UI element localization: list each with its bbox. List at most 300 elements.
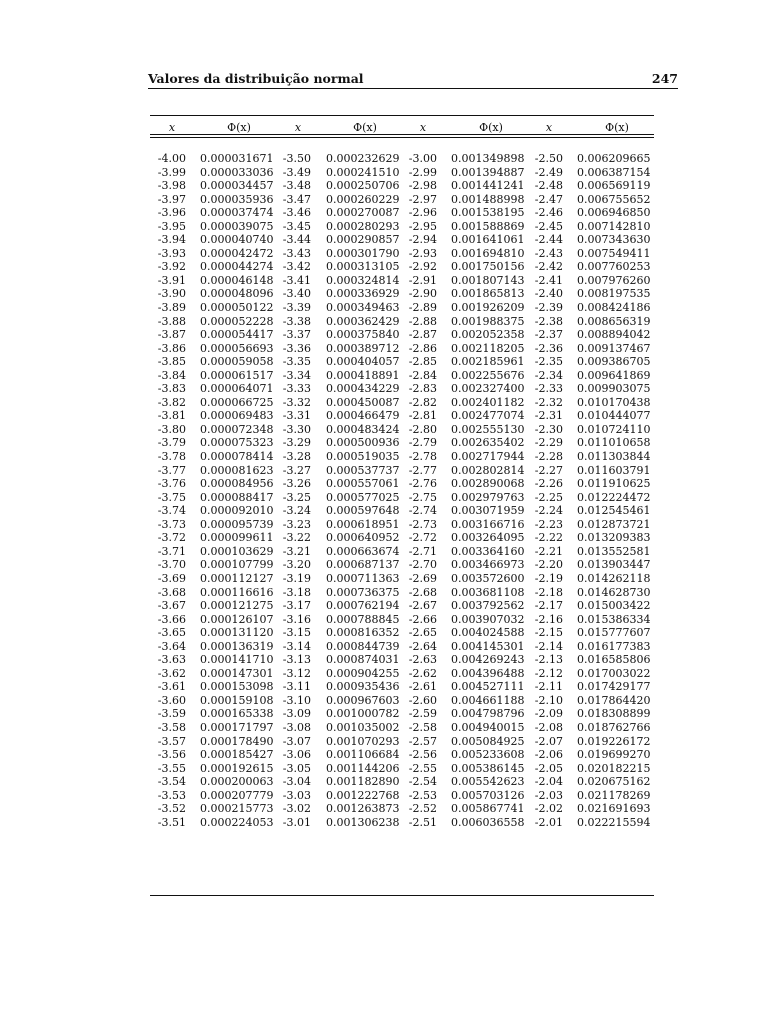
x-value: -3.42 (282, 260, 311, 274)
x-value: -3.11 (282, 680, 311, 694)
phi-value: 0.001488998 (451, 192, 525, 206)
phi-value: 0.004527111 (451, 680, 525, 694)
phi-value: 0.007142810 (577, 219, 651, 233)
phi-value: 0.006946850 (577, 206, 651, 220)
x-value: -3.95 (157, 219, 186, 233)
phi-value: 0.000711363 (326, 571, 400, 585)
phi-value: 0.004940015 (451, 720, 525, 734)
table-row (150, 206, 654, 220)
phi-value: 0.000967603 (326, 693, 400, 707)
phi-value: 0.004024588 (451, 626, 525, 640)
x-value: -2.41 (534, 273, 563, 287)
phi-value: 0.006209665 (577, 152, 651, 165)
x-value: -2.33 (534, 382, 563, 396)
phi-value: 0.000519035 (326, 450, 400, 464)
x-value: -2.57 (408, 734, 437, 748)
phi-value: 0.000362429 (326, 314, 400, 328)
column-header-x: x (168, 121, 176, 134)
phi-value: 0.003792562 (451, 599, 525, 613)
phi-value: 0.001306238 (326, 815, 400, 829)
table-row (150, 423, 654, 437)
phi-value: 0.000033036 (200, 165, 274, 179)
phi-value: 0.001441241 (451, 179, 525, 193)
x-value: -2.19 (534, 571, 563, 585)
x-value: -2.90 (408, 287, 437, 301)
x-value: -2.15 (534, 626, 563, 640)
x-value: -3.63 (157, 653, 186, 667)
phi-value: 0.000207779 (200, 788, 274, 802)
table-row (150, 816, 654, 830)
table-row (150, 707, 654, 721)
phi-value: 0.000078414 (200, 450, 274, 464)
table-row (150, 409, 654, 423)
x-value: -3.93 (157, 246, 186, 260)
table-row (150, 315, 654, 329)
phi-value: 0.000116616 (200, 585, 274, 599)
x-value: -2.72 (408, 531, 437, 545)
x-value: -2.59 (408, 707, 437, 721)
x-value: -3.97 (157, 192, 186, 206)
phi-value: 0.000844739 (326, 639, 400, 653)
table-row (150, 179, 654, 193)
table-row (150, 518, 654, 532)
phi-value: 0.000336929 (326, 287, 400, 301)
column-header-phi: Φ(x) (479, 121, 503, 134)
table-row (150, 626, 654, 640)
phi-value: 0.000663674 (326, 544, 400, 558)
table-row (150, 680, 654, 694)
phi-value: 0.000031671 (200, 152, 274, 165)
x-value: -2.39 (534, 301, 563, 315)
phi-value: 0.020182215 (577, 761, 651, 775)
x-value: -3.31 (282, 409, 311, 423)
x-value: -2.70 (408, 558, 437, 572)
x-value: -2.74 (408, 504, 437, 518)
phi-value: 0.013209383 (577, 531, 651, 545)
x-value: -3.64 (157, 639, 186, 653)
x-value: -2.88 (408, 314, 437, 328)
x-value: -2.87 (408, 328, 437, 342)
x-value: -3.58 (157, 720, 186, 734)
phi-value: 0.000081623 (200, 463, 274, 477)
x-value: -3.61 (157, 680, 186, 694)
table-bottom-rule (150, 895, 654, 896)
x-value: -2.16 (534, 612, 563, 626)
phi-value: 0.001926209 (451, 301, 525, 315)
phi-value: 0.015777607 (577, 626, 651, 640)
x-value: -2.98 (408, 179, 437, 193)
table-row (150, 152, 654, 166)
x-value: -3.38 (282, 314, 311, 328)
table-row (150, 464, 654, 478)
phi-value: 0.004798796 (451, 707, 525, 721)
x-value: -2.93 (408, 246, 437, 260)
table-row (150, 450, 654, 464)
x-value: -2.22 (534, 531, 563, 545)
table-row (150, 558, 654, 572)
phi-value: 0.000389712 (326, 341, 400, 355)
x-value: -3.08 (282, 720, 311, 734)
page-title: Valores da distribuição normal (148, 71, 364, 86)
page-number: 247 (651, 71, 678, 86)
phi-value: 0.001035002 (326, 720, 400, 734)
x-value: -3.50 (282, 152, 311, 165)
table-row (150, 653, 654, 667)
x-value: -2.82 (408, 395, 437, 409)
header-rule (148, 88, 678, 89)
x-value: -2.46 (534, 206, 563, 220)
phi-value: 0.000052228 (200, 314, 274, 328)
x-value: -3.88 (157, 314, 186, 328)
column-header-phi: Φ(x) (227, 121, 251, 134)
x-value: -3.17 (282, 599, 311, 613)
x-value: -3.66 (157, 612, 186, 626)
phi-value: 0.018308899 (577, 707, 651, 721)
phi-value: 0.000483424 (326, 422, 400, 436)
phi-value: 0.000250706 (326, 179, 400, 193)
x-value: -3.40 (282, 287, 311, 301)
phi-value: 0.000064071 (200, 382, 274, 396)
phi-value: 0.000131120 (200, 626, 274, 640)
x-value: -3.46 (282, 206, 311, 220)
x-value: -3.02 (282, 802, 311, 816)
phi-value: 0.000066725 (200, 395, 274, 409)
phi-value: 0.000121275 (200, 599, 274, 613)
phi-value: 0.006755652 (577, 192, 651, 206)
x-value: -2.95 (408, 219, 437, 233)
x-value: -3.24 (282, 504, 311, 518)
x-value: -2.47 (534, 192, 563, 206)
table-row (150, 572, 654, 586)
x-value: -2.67 (408, 599, 437, 613)
phi-value: 0.000597648 (326, 504, 400, 518)
table-row (150, 477, 654, 491)
phi-value: 0.000290857 (326, 233, 400, 247)
phi-value: 0.012873721 (577, 517, 651, 531)
x-value: -2.84 (408, 368, 437, 382)
x-value: -2.02 (534, 802, 563, 816)
phi-value: 0.000816352 (326, 626, 400, 640)
phi-value: 0.017429177 (577, 680, 651, 694)
phi-value: 0.000040740 (200, 233, 274, 247)
phi-value: 0.009137467 (577, 341, 651, 355)
phi-value: 0.000466479 (326, 409, 400, 423)
phi-value: 0.021691693 (577, 802, 651, 816)
x-value: -2.94 (408, 233, 437, 247)
phi-value: 0.001394887 (451, 165, 525, 179)
x-value: -2.34 (534, 368, 563, 382)
x-value: -3.75 (157, 490, 186, 504)
x-value: -2.06 (534, 748, 563, 762)
x-value: -2.27 (534, 463, 563, 477)
table-row (150, 775, 654, 789)
x-value: -3.23 (282, 517, 311, 531)
phi-value: 0.002979763 (451, 490, 525, 504)
normal-distribution-table (150, 152, 654, 829)
x-value: -3.91 (157, 273, 186, 287)
column-header-x: x (545, 121, 553, 134)
header-double-rule-lower (150, 137, 654, 138)
phi-value: 0.016177383 (577, 639, 651, 653)
x-value: -3.98 (157, 179, 186, 193)
phi-value: 0.000056693 (200, 341, 274, 355)
x-value: -3.62 (157, 666, 186, 680)
x-value: -3.87 (157, 328, 186, 342)
phi-value: 0.002717944 (451, 450, 525, 464)
x-value: -2.89 (408, 301, 437, 315)
phi-value: 0.000904255 (326, 666, 400, 680)
x-value: -3.89 (157, 301, 186, 315)
table-row (150, 193, 654, 207)
x-value: -3.60 (157, 693, 186, 707)
phi-value: 0.002052358 (451, 328, 525, 342)
phi-value: 0.000147301 (200, 666, 274, 680)
phi-value: 0.009386705 (577, 355, 651, 369)
x-value: -2.35 (534, 355, 563, 369)
phi-value: 0.001865813 (451, 287, 525, 301)
phi-value: 0.000069483 (200, 409, 274, 423)
phi-value: 0.000050122 (200, 301, 274, 315)
phi-value: 0.001349898 (451, 152, 525, 165)
phi-value: 0.000159108 (200, 693, 274, 707)
x-value: -3.16 (282, 612, 311, 626)
x-value: -3.47 (282, 192, 311, 206)
x-value: -2.60 (408, 693, 437, 707)
phi-value: 0.000046148 (200, 273, 274, 287)
x-value: -2.54 (408, 775, 437, 789)
x-value: -2.26 (534, 477, 563, 491)
phi-value: 0.000048096 (200, 287, 274, 301)
phi-value: 0.011910625 (577, 477, 651, 491)
column-header-x: x (294, 121, 302, 134)
x-value: -2.20 (534, 558, 563, 572)
phi-value: 0.002255676 (451, 368, 525, 382)
x-value: -2.62 (408, 666, 437, 680)
phi-value: 0.001106684 (326, 748, 400, 762)
x-value: -2.10 (534, 693, 563, 707)
x-value: -3.09 (282, 707, 311, 721)
x-value: -3.76 (157, 477, 186, 491)
phi-value: 0.018762766 (577, 720, 651, 734)
x-value: -3.20 (282, 558, 311, 572)
x-value: -3.18 (282, 585, 311, 599)
phi-value: 0.000107799 (200, 558, 274, 572)
x-value: -3.51 (157, 815, 186, 829)
phi-value: 0.000640952 (326, 531, 400, 545)
phi-value: 0.000034457 (200, 179, 274, 193)
phi-value: 0.001182890 (326, 775, 400, 789)
phi-value: 0.007976260 (577, 273, 651, 287)
phi-value: 0.014262118 (577, 571, 651, 585)
phi-value: 0.010170438 (577, 395, 651, 409)
x-value: -2.40 (534, 287, 563, 301)
phi-value: 0.000434229 (326, 382, 400, 396)
table-row (150, 247, 654, 261)
x-value: -3.21 (282, 544, 311, 558)
phi-value: 0.000141710 (200, 653, 274, 667)
x-value: -2.44 (534, 233, 563, 247)
phi-value: 0.000500936 (326, 436, 400, 450)
phi-value: 0.003166716 (451, 517, 525, 531)
x-value: -3.28 (282, 450, 311, 464)
phi-value: 0.011010658 (577, 436, 651, 450)
phi-value: 0.000185427 (200, 748, 274, 762)
phi-value: 0.000224053 (200, 815, 274, 829)
table-row (150, 369, 654, 383)
phi-value: 0.000075323 (200, 436, 274, 450)
phi-value: 0.000324814 (326, 273, 400, 287)
phi-value: 0.001070293 (326, 734, 400, 748)
phi-value: 0.006387154 (577, 165, 651, 179)
phi-value: 0.010444077 (577, 409, 651, 423)
x-value: -2.56 (408, 748, 437, 762)
x-value: -2.96 (408, 206, 437, 220)
x-value: -2.71 (408, 544, 437, 558)
x-value: -3.48 (282, 179, 311, 193)
x-value: -3.00 (408, 152, 437, 165)
x-value: -2.55 (408, 761, 437, 775)
column-header-x: x (419, 121, 427, 134)
phi-value: 0.000072348 (200, 422, 274, 436)
phi-value: 0.007343630 (577, 233, 651, 247)
x-value: -4.00 (157, 152, 186, 165)
phi-value: 0.000241510 (326, 165, 400, 179)
x-value: -2.68 (408, 585, 437, 599)
x-value: -2.29 (534, 436, 563, 450)
x-value: -3.27 (282, 463, 311, 477)
x-value: -3.10 (282, 693, 311, 707)
x-value: -3.12 (282, 666, 311, 680)
x-value: -3.68 (157, 585, 186, 599)
x-value: -2.91 (408, 273, 437, 287)
x-value: -3.30 (282, 422, 311, 436)
x-value: -2.63 (408, 653, 437, 667)
x-value: -3.33 (282, 382, 311, 396)
x-value: -3.80 (157, 422, 186, 436)
x-value: -2.28 (534, 450, 563, 464)
phi-value: 0.001641061 (451, 233, 525, 247)
x-value: -2.53 (408, 788, 437, 802)
phi-value: 0.003466973 (451, 558, 525, 572)
table-row (150, 802, 654, 816)
phi-value: 0.001807143 (451, 273, 525, 287)
x-value: -3.04 (282, 775, 311, 789)
phi-value: 0.000260229 (326, 192, 400, 206)
phi-value: 0.001144206 (326, 761, 400, 775)
x-value: -2.09 (534, 707, 563, 721)
x-value: -2.97 (408, 192, 437, 206)
x-value: -3.83 (157, 382, 186, 396)
phi-value: 0.000450087 (326, 395, 400, 409)
x-value: -3.82 (157, 395, 186, 409)
table-row (150, 762, 654, 776)
x-value: -2.76 (408, 477, 437, 491)
x-value: -2.79 (408, 436, 437, 450)
phi-value: 0.000537737 (326, 463, 400, 477)
phi-value: 0.001750156 (451, 260, 525, 274)
phi-value: 0.000112127 (200, 571, 274, 585)
x-value: -3.65 (157, 626, 186, 640)
x-value: -2.17 (534, 599, 563, 613)
phi-value: 0.011603791 (577, 463, 651, 477)
phi-value: 0.000092010 (200, 504, 274, 518)
x-value: -3.15 (282, 626, 311, 640)
phi-value: 0.006036558 (451, 815, 525, 829)
x-value: -2.42 (534, 260, 563, 274)
phi-value: 0.022215594 (577, 815, 651, 829)
phi-value: 0.000171797 (200, 720, 274, 734)
x-value: -3.19 (282, 571, 311, 585)
x-value: -2.80 (408, 422, 437, 436)
phi-value: 0.000054417 (200, 328, 274, 342)
x-value: -3.41 (282, 273, 311, 287)
x-value: -3.73 (157, 517, 186, 531)
phi-value: 0.005233608 (451, 748, 525, 762)
phi-value: 0.004396488 (451, 666, 525, 680)
phi-value: 0.000874031 (326, 653, 400, 667)
x-value: -3.94 (157, 233, 186, 247)
phi-value: 0.003264095 (451, 531, 525, 545)
x-value: -3.01 (282, 815, 311, 829)
phi-value: 0.008894042 (577, 328, 651, 342)
phi-value: 0.002890068 (451, 477, 525, 491)
x-value: -3.45 (282, 219, 311, 233)
x-value: -2.86 (408, 341, 437, 355)
phi-value: 0.017003022 (577, 666, 651, 680)
phi-value: 0.021178269 (577, 788, 651, 802)
x-value: -3.71 (157, 544, 186, 558)
phi-value: 0.009641869 (577, 368, 651, 382)
x-value: -3.59 (157, 707, 186, 721)
x-value: -3.43 (282, 246, 311, 260)
x-value: -3.55 (157, 761, 186, 775)
x-value: -2.32 (534, 395, 563, 409)
phi-value: 0.013903447 (577, 558, 651, 572)
phi-value: 0.019226172 (577, 734, 651, 748)
table-row (150, 789, 654, 803)
phi-value: 0.014628730 (577, 585, 651, 599)
x-value: -3.69 (157, 571, 186, 585)
phi-value: 0.000178490 (200, 734, 274, 748)
x-value: -3.54 (157, 775, 186, 789)
x-value: -3.53 (157, 788, 186, 802)
header-double-rule-upper (150, 134, 654, 135)
table-row (150, 667, 654, 681)
x-value: -2.05 (534, 761, 563, 775)
x-value: -3.79 (157, 436, 186, 450)
x-value: -3.39 (282, 301, 311, 315)
table-row (150, 382, 654, 396)
phi-value: 0.000618951 (326, 517, 400, 531)
x-value: -2.08 (534, 720, 563, 734)
x-value: -2.04 (534, 775, 563, 789)
x-value: -2.69 (408, 571, 437, 585)
table-top-rule (150, 115, 654, 116)
phi-value: 0.000061517 (200, 368, 274, 382)
table-row (150, 640, 654, 654)
x-value: -2.58 (408, 720, 437, 734)
x-value: -2.49 (534, 165, 563, 179)
phi-value: 0.019699270 (577, 748, 651, 762)
x-value: -2.48 (534, 179, 563, 193)
table-row (150, 491, 654, 505)
phi-value: 0.000165338 (200, 707, 274, 721)
phi-value: 0.002401182 (451, 395, 525, 409)
x-value: -3.85 (157, 355, 186, 369)
x-value: -3.74 (157, 504, 186, 518)
x-value: -2.83 (408, 382, 437, 396)
phi-value: 0.006569119 (577, 179, 651, 193)
